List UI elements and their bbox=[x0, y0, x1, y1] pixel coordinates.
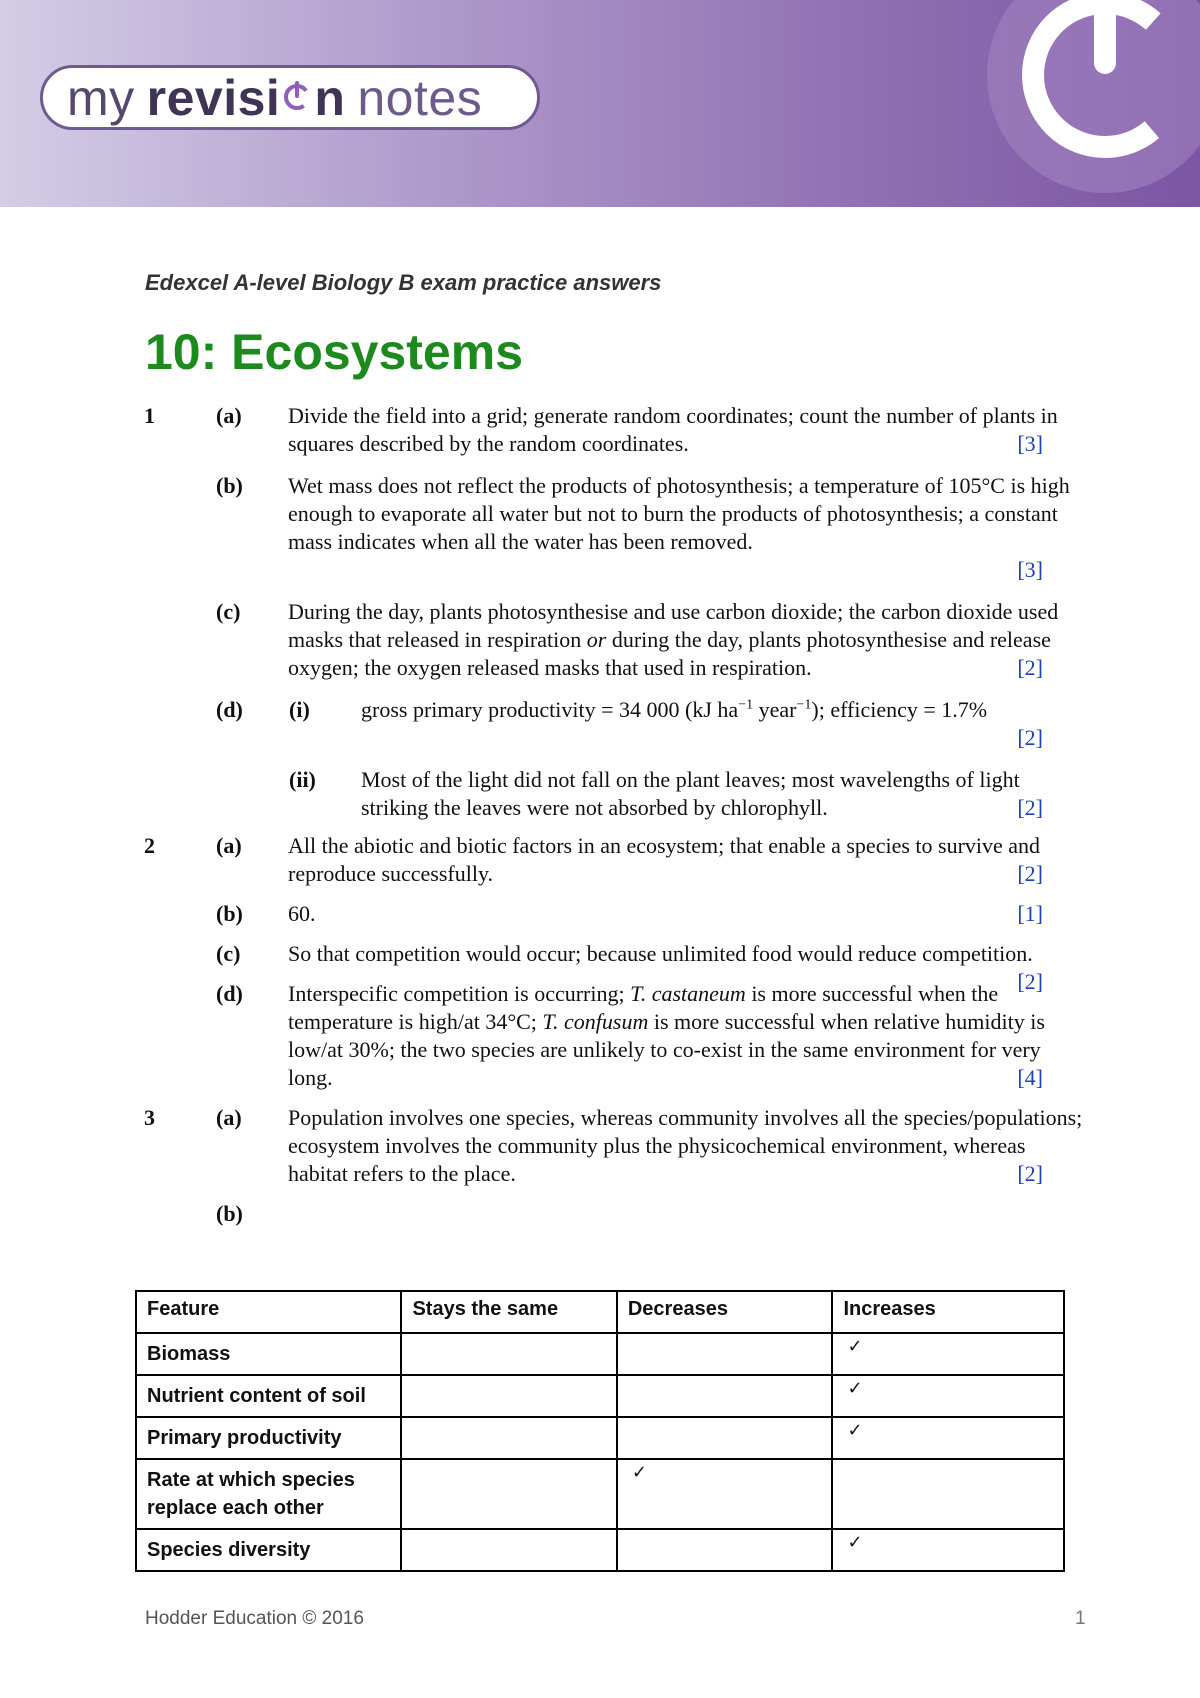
species-name: T. castaneum bbox=[630, 981, 746, 1006]
part-label: (c) bbox=[216, 599, 241, 624]
answer-1a bbox=[0, 402, 1200, 458]
answer-text: During the day, plants photosynthesise and use carbon dioxide; the carbon dioxide used masks that released in respiration bbox=[288, 599, 1059, 652]
tick-cell: ✓ bbox=[832, 1417, 1064, 1459]
answer-text: So that competition would occur; because unlimited food would reduce competition. bbox=[288, 941, 1033, 966]
logo-word-my: my bbox=[67, 69, 135, 126]
mark-badge: [2] bbox=[1017, 861, 1043, 886]
tick-cell bbox=[401, 1459, 616, 1529]
power-icon bbox=[281, 80, 313, 112]
tick-cell bbox=[401, 1529, 616, 1571]
answer-2b bbox=[0, 900, 1200, 928]
answer-1d-ii bbox=[0, 766, 1200, 822]
column-header: Increases bbox=[832, 1291, 1064, 1333]
superscript: −1 bbox=[738, 697, 754, 713]
table-header-row bbox=[136, 1291, 1064, 1333]
answer-text: Population involves one species, whereas community involves all the species/populations; ecosystem involves the community plus the physicochemical environment, whereas habitat refers to the place. bbox=[288, 1105, 1083, 1186]
superscript: −1 bbox=[796, 697, 812, 713]
answer-3a bbox=[0, 1104, 1200, 1188]
answer-text: Most of the light did not fall on the plant leaves; most wavelengths of light striking the leaves were not absorbed by chlorophyll. bbox=[361, 767, 1020, 820]
part-label: (a) bbox=[216, 833, 242, 858]
mark-badge: [2] bbox=[1017, 795, 1043, 820]
tick-cell: ✓ bbox=[832, 1375, 1064, 1417]
part-label: (b) bbox=[216, 901, 243, 926]
tick-cell: ✓ bbox=[832, 1333, 1064, 1375]
tick-cell bbox=[401, 1333, 616, 1375]
mark-badge: [3] bbox=[1017, 431, 1043, 456]
answer-text: year bbox=[753, 697, 797, 722]
feature-cell: Species diversity bbox=[136, 1529, 401, 1571]
question-number: 1 bbox=[144, 403, 155, 428]
tick-cell bbox=[617, 1333, 833, 1375]
answer-text: is more successful when the temperature is high/at 34°C; bbox=[288, 981, 999, 1034]
table-row bbox=[136, 1459, 1064, 1529]
answer-or: or bbox=[586, 627, 607, 652]
part-label: (d) bbox=[216, 981, 243, 1006]
species-name: T. confusum bbox=[542, 1009, 649, 1034]
page-number: 1 bbox=[1075, 1608, 1086, 1629]
tick-cell bbox=[617, 1417, 833, 1459]
answer-3b bbox=[0, 1200, 1200, 1228]
answer-text: gross primary productivity = 34 000 (kJ ha bbox=[361, 697, 739, 722]
feature-cell: Biomass bbox=[136, 1333, 401, 1375]
logo-word-n: n bbox=[314, 69, 346, 126]
logo-word-revisi: revisi bbox=[146, 69, 281, 126]
logo bbox=[40, 65, 540, 130]
tick-cell bbox=[617, 1529, 833, 1571]
header-banner bbox=[0, 0, 1200, 207]
column-header: Feature bbox=[136, 1291, 401, 1333]
mark-badge: [1] bbox=[1017, 901, 1043, 926]
subpart-label: (i) bbox=[289, 697, 310, 722]
feature-cell: Primary productivity bbox=[136, 1417, 401, 1459]
column-header: Decreases bbox=[617, 1291, 833, 1333]
page-title: 10: Ecosystems bbox=[145, 324, 524, 380]
part-label: (a) bbox=[216, 1105, 242, 1130]
logo-word-notes: notes bbox=[357, 69, 483, 126]
tick-cell: ✓ bbox=[832, 1529, 1064, 1571]
answer-2d bbox=[0, 980, 1200, 1092]
answer-text: Interspecific competition is occurring; bbox=[288, 981, 631, 1006]
footer-copyright: Hodder Education © 2016 bbox=[145, 1608, 364, 1629]
power-decoration-icon bbox=[985, 0, 1200, 195]
answer-text: is more successful when relative humidity is low/at 30%; the two species are unlikely to co-exist in the same environment for very long. bbox=[288, 1009, 1045, 1090]
tick-cell bbox=[832, 1459, 1064, 1529]
table-row bbox=[136, 1333, 1064, 1375]
part-label: (a) bbox=[216, 403, 242, 428]
part-label: (d) bbox=[216, 697, 243, 722]
answer-text: during the day, plants photosynthesise and release oxygen; the oxygen released masks that used in respiration. bbox=[288, 627, 1051, 680]
mark-badge: [4] bbox=[1017, 1065, 1043, 1090]
table-row bbox=[136, 1417, 1064, 1459]
answer-text: Wet mass does not reflect the products of photosynthesis; a temperature of 105°C is high enough to evaporate all water but not to burn the products of photosynthesis; a constant mass indicates when all the water has been removed. bbox=[288, 473, 1070, 554]
answer-1c bbox=[0, 598, 1200, 682]
part-label: (b) bbox=[216, 1201, 243, 1226]
feature-cell: Rate at which species replace each other bbox=[136, 1459, 401, 1529]
subpart-label: (ii) bbox=[289, 767, 316, 792]
mark-badge: [2] bbox=[1017, 969, 1043, 994]
mark-badge: [3] bbox=[1017, 557, 1043, 582]
part-label: (c) bbox=[216, 941, 241, 966]
table-row bbox=[136, 1529, 1064, 1571]
answer-text: 60. bbox=[288, 901, 316, 926]
tick-cell bbox=[401, 1375, 616, 1417]
table-row bbox=[136, 1375, 1064, 1417]
mark-badge: [2] bbox=[1017, 725, 1043, 750]
feature-cell: Nutrient content of soil bbox=[136, 1375, 401, 1417]
feature-table bbox=[135, 1290, 1065, 1572]
column-header: Stays the same bbox=[401, 1291, 616, 1333]
answer-2a bbox=[0, 832, 1200, 888]
question-number: 3 bbox=[144, 1105, 155, 1130]
question-number: 2 bbox=[144, 833, 155, 858]
answer-text: Divide the field into a grid; generate random coordinates; count the number of plants in squares described by the random coordinates. bbox=[288, 403, 1058, 456]
mark-badge: [2] bbox=[1017, 655, 1043, 680]
answer-1d-i bbox=[0, 696, 1200, 752]
tick-cell: ✓ bbox=[617, 1459, 833, 1529]
part-label: (b) bbox=[216, 473, 243, 498]
answer-1b bbox=[0, 472, 1200, 584]
answers-section bbox=[0, 402, 1200, 1228]
answer-text: All the abiotic and biotic factors in an ecosystem; that enable a species to survive and reproduce successfully. bbox=[288, 833, 1041, 886]
document-subtitle: Edexcel A-level Biology B exam practice answers bbox=[145, 270, 662, 295]
tick-cell bbox=[401, 1417, 616, 1459]
mark-badge: [2] bbox=[1017, 1161, 1043, 1186]
tick-cell bbox=[617, 1375, 833, 1417]
answer-text: ); efficiency = 1.7% bbox=[811, 697, 988, 722]
